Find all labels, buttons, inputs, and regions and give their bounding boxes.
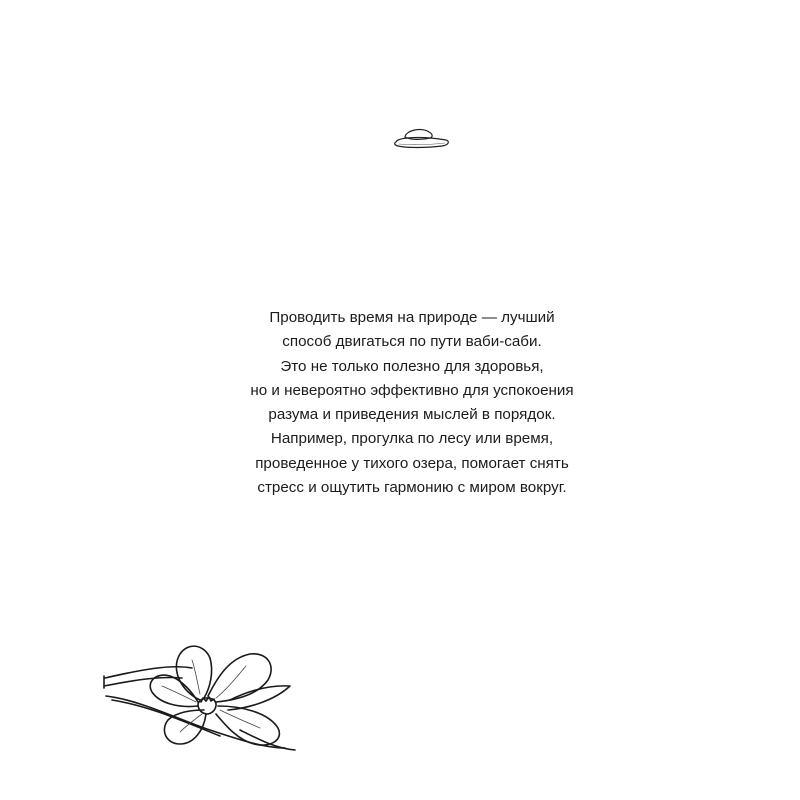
- paragraph-line: Это не только полезно для здоровья,: [280, 357, 544, 375]
- stone-icon: [392, 124, 452, 154]
- paragraph-line: разума и приведения мыслей в порядок.: [268, 406, 556, 424]
- paragraph-line: проведенное у тихого озера, помогает снять: [255, 454, 569, 472]
- flower-icon: [100, 630, 300, 760]
- paragraph-line: но и невероятно эффективно для успокоения: [250, 381, 574, 399]
- body-paragraph: [200, 306, 624, 500]
- paragraph-line: стресс и ощутить гармонию с миром вокруг.: [257, 479, 567, 497]
- paragraph-line: Например, прогулка по лесу или время,: [270, 430, 554, 448]
- paragraph-line: способ двигаться по пути ваби-саби.: [282, 333, 542, 351]
- paragraph-line: Проводить время на природе — лучший: [269, 309, 555, 326]
